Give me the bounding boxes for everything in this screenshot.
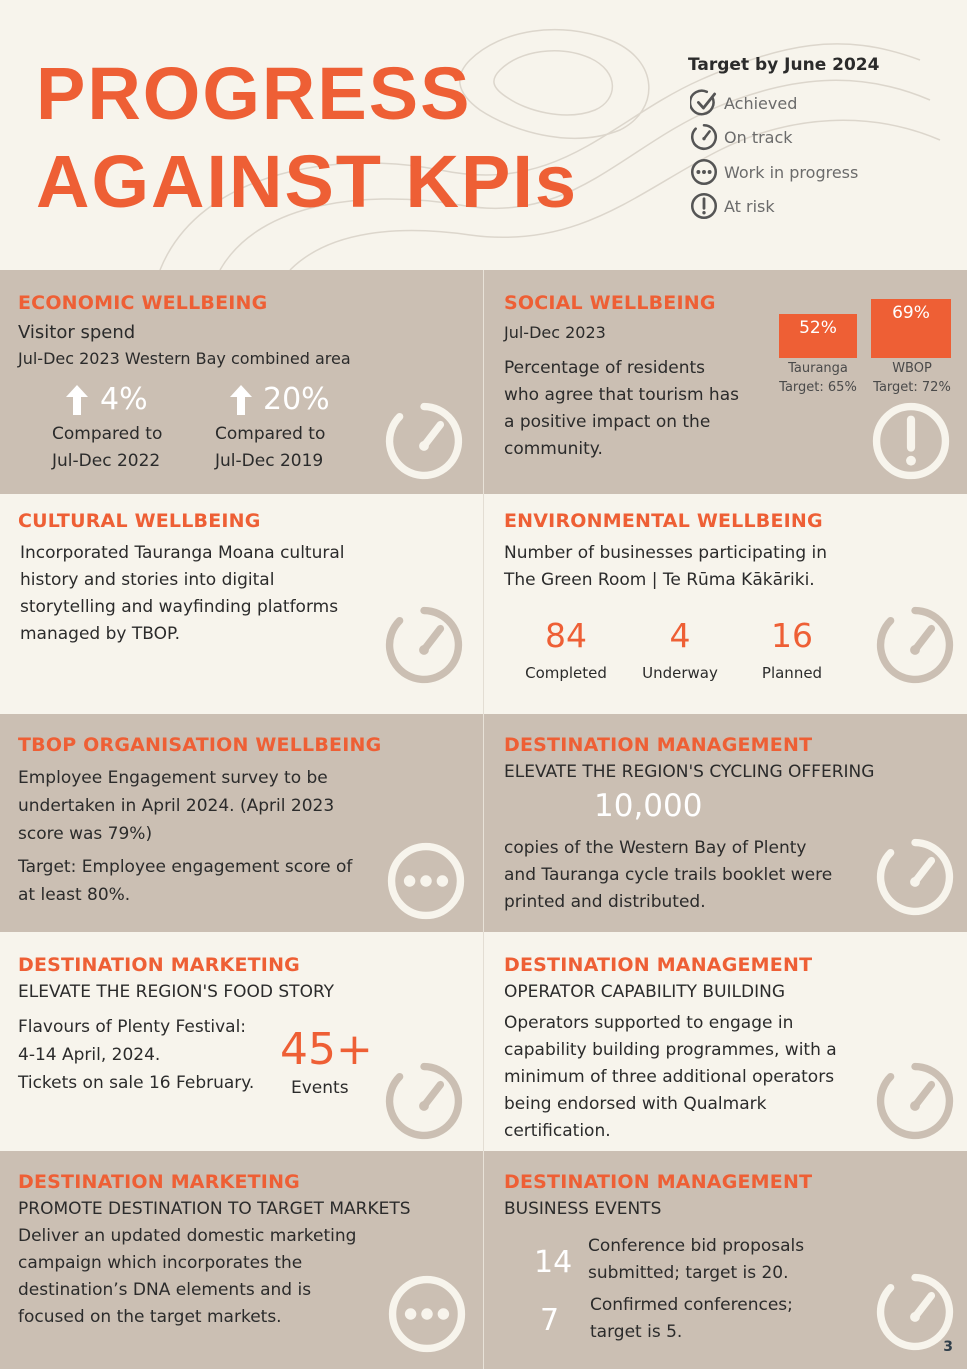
tbop-text-1: Employee Engagement survey to be undertaken in April 2024. (April 2023 score was 79%) [18,768,335,844]
legend-achieved [690,88,797,118]
underway-label: Underway [642,664,718,682]
tauranga-target: Target: 65% [779,380,857,395]
legend-on-track [690,122,793,152]
page-title [36,50,578,226]
business-title: DESTINATION MANAGEMENT [504,1171,813,1193]
cycling-number: 10,000 [594,788,703,824]
dots-circle-icon [385,840,467,922]
economic-stat1-value: 4% [100,382,148,417]
food-subtitle: ELEVATE THE REGION'S FOOD STORY [18,982,335,1002]
exclamation-circle-icon [690,192,718,220]
column-divider [483,270,484,494]
legend-label: Work in progress [724,162,859,182]
column-divider [483,932,484,1151]
legend-label: At risk [724,196,775,216]
economic-stat2-value: 20% [263,382,330,417]
events-value: 45+ [280,1024,373,1075]
cycling-panel [484,714,967,932]
operator-text: Operators supported to engage in capability building programmes, with a minimum of three additional operators being endorsed with Qualmark certification. [504,1013,837,1141]
gauge-icon [874,836,956,918]
events-label: Events [291,1078,349,1098]
check-circle-icon [690,89,718,117]
tauranga-bar-label [770,359,866,397]
underway-value: 4 [669,616,691,655]
tbop-panel [0,714,483,932]
economic-stat1-line2: Jul-Dec 2022 [52,451,161,471]
tauranga-bar [779,314,857,358]
business-subtitle: BUSINESS EVENTS [504,1199,662,1219]
tbop-title: TBOP ORGANISATION WELLBEING [18,734,382,756]
food-title: DESTINATION MARKETING [18,954,300,976]
legend-label: On track [724,127,793,147]
completed-value: 84 [545,616,587,655]
confirmed-conferences-text: Confirmed conferences; target is 5. [590,1295,793,1342]
food-details [18,1013,278,1097]
legend-label: Achieved [724,93,798,113]
gauge-icon [874,604,956,686]
environmental-title: ENVIRONMENTAL WELLBEING [504,510,823,532]
planned-label: Planned [761,664,823,682]
cycling-title: DESTINATION MANAGEMENT [504,734,813,756]
economic-subtitle: Visitor spend [18,322,136,343]
tbop-text-2: Target: Employee engagement score of at least 80%. [18,857,353,905]
cultural-panel [0,494,483,714]
promote-text: Deliver an updated domestic marketing campaign which incorporates the destination’s DNA elements and is focused on the target markets. [18,1226,357,1327]
column-divider [483,1151,484,1369]
food-line-2: 4-14 April, 2024. [18,1045,161,1065]
economic-stat1-line1: Compared to [52,424,163,444]
tauranga-name: Tauranga [788,361,848,376]
business-panel [484,1151,967,1369]
arrow-up-icon [64,383,90,417]
cycling-text: copies of the Western Bay of Plenty and Tauranga cycle trails booklet were printed and distributed. [504,838,833,912]
page-number: 3 [943,1339,953,1355]
column-divider [483,714,484,932]
social-text: Percentage of residents who agree that tourism has a positive impact on the community. [504,358,739,459]
food-line-3: Tickets on sale 16 February. [18,1073,255,1093]
economic-period: Jul-Dec 2023 Western Bay combined area [18,349,351,368]
economic-title: ECONOMIC WELLBEING [18,292,268,314]
completed-label: Completed [525,664,607,682]
confirmed-conferences-value: 7 [540,1303,560,1338]
tauranga-bar-value: 52% [799,318,837,338]
operator-subtitle: OPERATOR CAPABILITY BUILDING [504,982,785,1002]
exclamation-circle-icon [870,400,952,482]
bid-proposals-value: 14 [534,1245,573,1280]
legend-work-in-progress [690,157,858,187]
gauge-icon [690,123,718,151]
wbop-bar-value: 69% [892,303,930,323]
economic-stat2-line2: Jul-Dec 2019 [215,451,324,471]
operator-title: DESTINATION MANAGEMENT [504,954,813,976]
wbop-target: Target: 72% [873,380,951,395]
promote-title: DESTINATION MARKETING [18,1171,300,1193]
dots-circle-icon [386,1273,468,1355]
social-title: SOCIAL WELLBEING [504,292,716,314]
legend-at-risk [690,191,775,221]
gauge-icon [874,1060,956,1142]
social-panel [484,270,967,494]
cycling-subtitle: ELEVATE THE REGION'S CYCLING OFFERING [504,762,875,782]
gauge-icon [383,400,465,482]
environmental-panel [484,494,967,714]
gauge-icon [383,604,465,686]
cultural-title: CULTURAL WELLBEING [18,510,261,532]
title-line-2: AGAINST KPIs [36,140,579,223]
food-panel [0,932,483,1151]
column-divider [483,494,484,714]
bid-proposals-text: Conference bid proposals submitted; target is 20. [588,1236,805,1283]
dots-circle-icon [690,158,718,186]
promote-panel [0,1151,483,1369]
environmental-text: Number of businesses participating in The Green Room | Te Rūma Kākāriki. [504,543,828,590]
arrow-up-icon [228,383,254,417]
social-period: Jul-Dec 2023 [504,323,606,342]
promote-subtitle: PROMOTE DESTINATION TO TARGET MARKETS [18,1199,411,1219]
wbop-bar [871,299,951,358]
wbop-bar-label [864,359,960,397]
gauge-icon [383,1060,465,1142]
economic-stat2-line1: Compared to [215,424,326,444]
food-line-1: Flavours of Plenty Festival: [18,1017,247,1037]
cultural-text: Incorporated Tauranga Moana cultural history and stories into digital storytelling and wayfinding platforms managed by TBOP. [20,543,345,644]
title-line-1: PROGRESS [36,52,472,135]
operator-panel [484,932,967,1151]
planned-value: 16 [771,616,813,655]
economic-panel [0,270,483,494]
wbop-name: WBOP [892,361,932,376]
legend-title: Target by June 2024 [688,55,880,75]
